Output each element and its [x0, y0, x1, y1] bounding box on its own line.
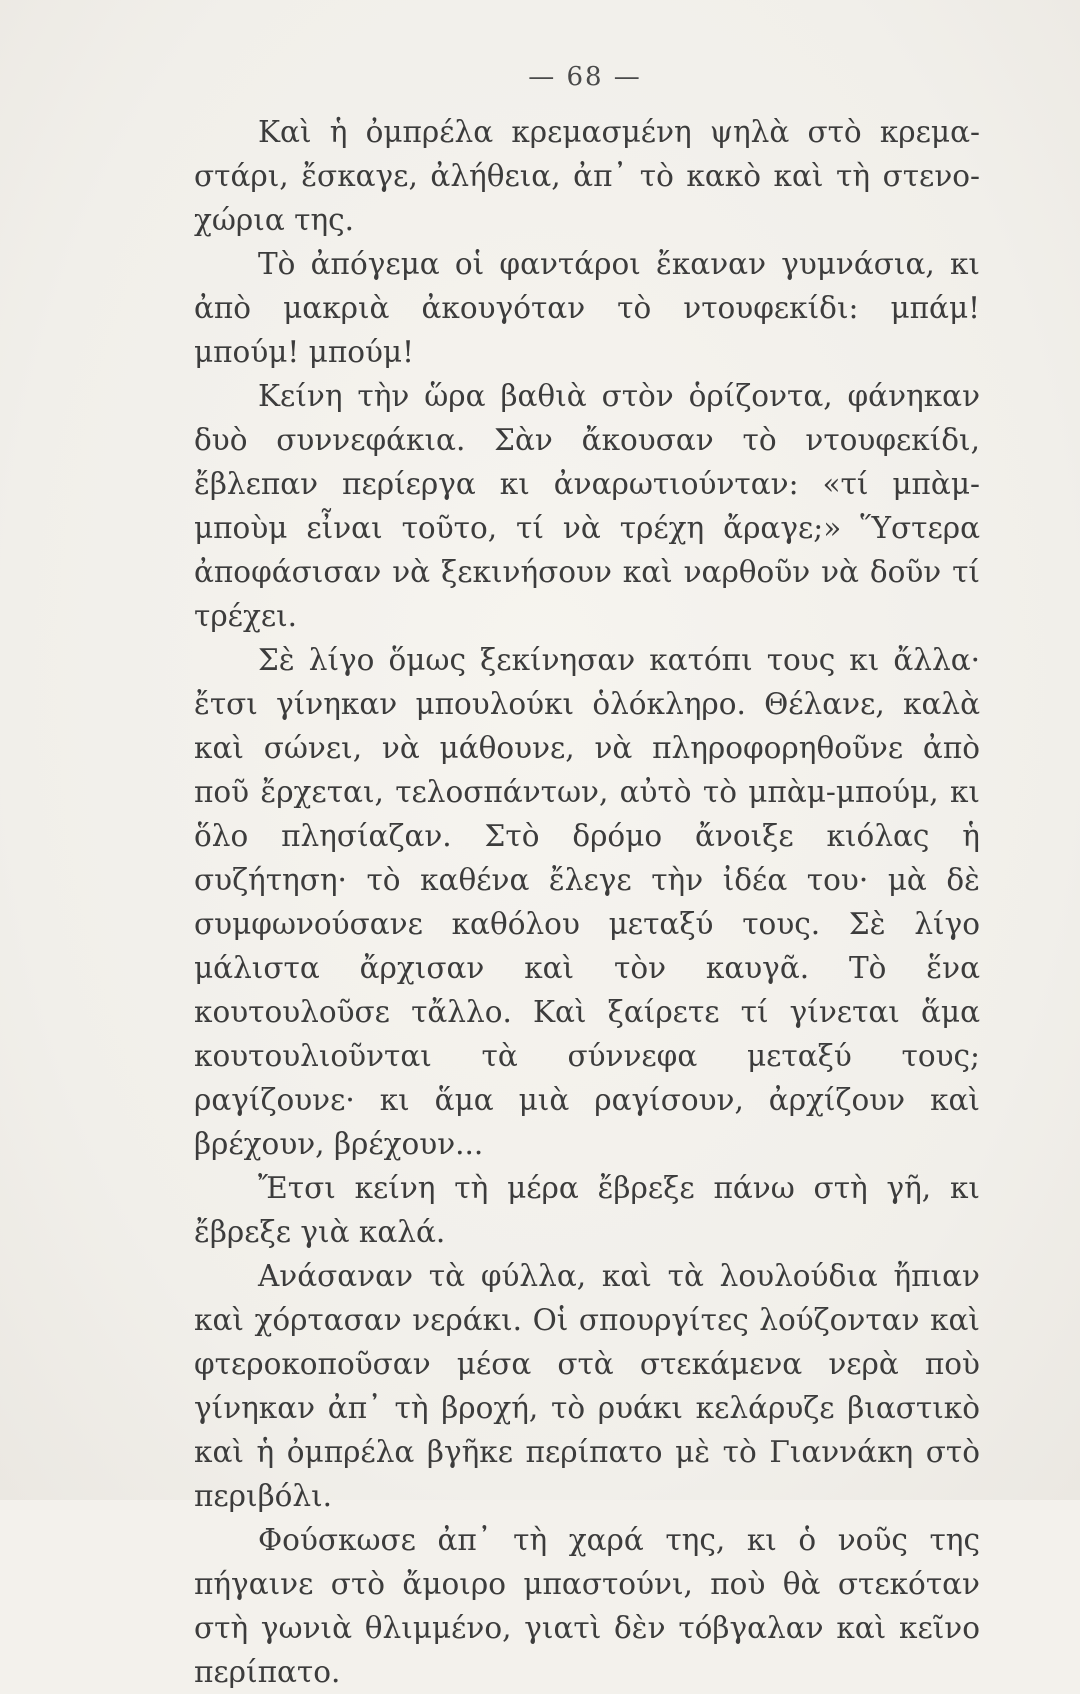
page-number: — 68 —	[528, 62, 642, 92]
paragraph: Τὸ ἀπόγεμα οἱ φαντάροι ἔκαναν γυμνάσια, κι ἀπὸ μακριὰ ἀκουγόταν τὸ ντουφεκίδι: μπάμ! μπούμ! μπούμ!	[194, 247, 980, 369]
paragraph: Ανάσαναν τὰ φύλλα, καὶ τὰ λουλούδια ἤπιαν καὶ χόρτασαν νεράκι. Οἱ σπουργίτες λούζονταν καὶ φτεροκοποῦσαν μέσα στὰ στεκάμενα νερὰ ποὺ γίνηκαν ἀπ᾽ τὴ βροχή, τὸ ρυάκι κελάρυζε βιαστικὸ καὶ ἡ ὀμπρέλα βγῆκε περίπατο μὲ τὸ Γιαννάκη στὸ περιβόλι.	[194, 1259, 980, 1513]
paragraph: Καὶ ἡ ὀμπρέλα κρεμασμένη ψηλὰ στὸ κρεμαστάρι, ἔσκαγε, ἀλήθεια, ἀπ᾽ τὸ κακὸ καὶ τὴ στενοχώρια της.	[194, 115, 980, 237]
body-text	[194, 110, 980, 1694]
paragraph: Σὲ λίγο ὅμως ξεκίνησαν κατόπι τους κι ἄλλα· ἔτσι γίνηκαν μπουλούκι ὁλόκληρο. Θέλανε, καλὰ καὶ σώνει, νὰ μάθουνε, νὰ πληροφορηθοῦνε ἀπὸ ποῦ ἔρχεται, τελοσπάντων, αὐτὸ τὸ μπὰμ-μπούμ, κι ὅλο πλησίαζαν. Στὸ δρόμο ἄνοιξε κιόλας ἡ συζήτηση· τὸ καθένα ἔλεγε τὴν ἰδέα του· μὰ δὲ συμφωνούσανε καθόλου μεταξύ τους. Σὲ λίγο μάλιστα ἄρχισαν καὶ τὸν καυγᾶ. Τὸ ἕνα κουτουλοῦσε τἄλλο. Καὶ ξαίρετε τί γίνεται ἅμα κουτουλιοῦνται τὰ σύννεφα μεταξύ τους; ραγίζουνε· κι ἅμα μιὰ ραγίσουν, ἀρχίζουν καὶ βρέχουν, βρέχουν...	[194, 643, 980, 1161]
paragraph: Κείνη τὴν ὥρα βαθιὰ στὸν ὁρίζοντα, φάνηκαν δυὸ συννεφάκια. Σὰν ἄκουσαν τὸ ντουφεκίδι, ἔβλεπαν περίεργα κι ἀναρωτιούνταν: «τί μπὰμ-μποὺμ εἶναι τοῦτο, τί νὰ τρέχη ἄραγε;» Ὕστερα ἀποφάσισαν νὰ ξεκινήσουν καὶ ναρθοῦν νὰ δοῦν τί τρέχει.	[194, 379, 980, 633]
paragraph: Φούσκωσε ἀπ᾽ τὴ χαρά της, κι ὁ νοῦς της πήγαινε στὸ ἄμοιρο μπαστούνι, ποὺ θὰ στεκόταν στὴ γωνιὰ θλιμμένο, γιατὶ δὲν τόβγαλαν καὶ κεῖνο περίπατο.	[194, 1523, 980, 1689]
paragraph: Ἔτσι κείνη τὴ μέρα ἔβρεξε πάνω στὴ γῆ, κι ἔβρεξε γιὰ καλά.	[194, 1171, 980, 1249]
